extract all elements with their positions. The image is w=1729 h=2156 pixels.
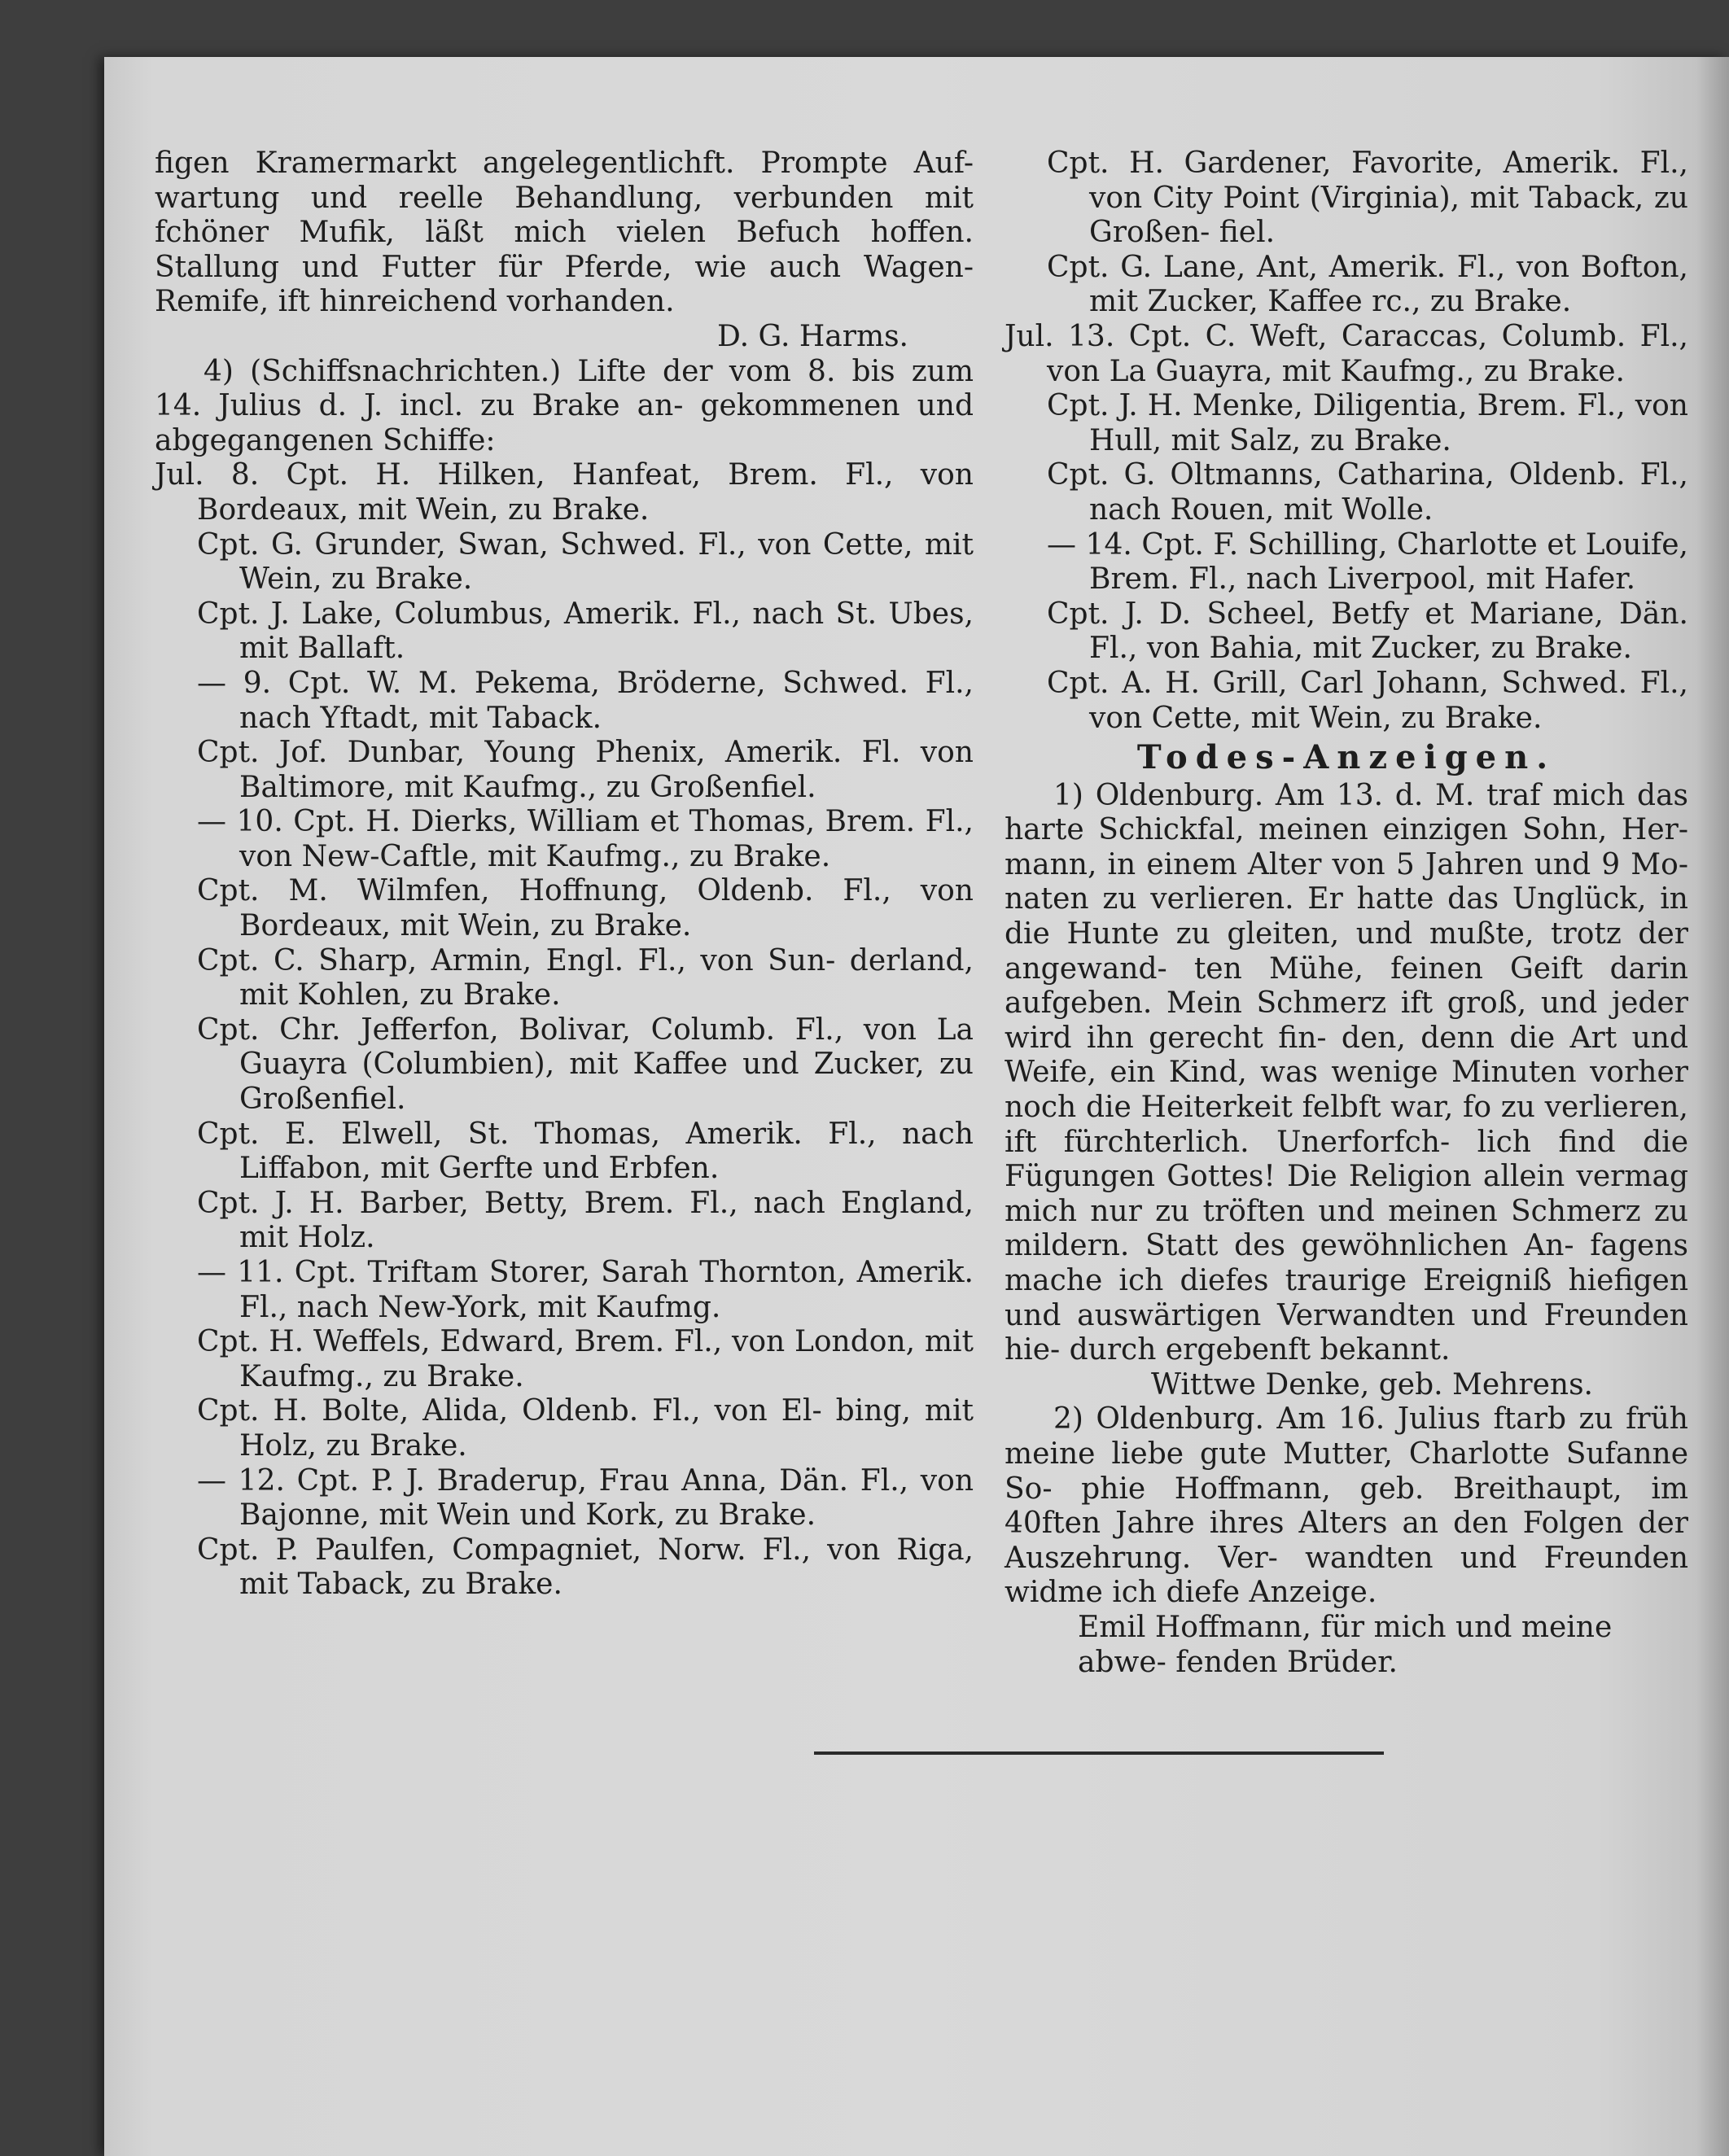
ship-entry: Cpt. P. Paulfen, Compagniet, Norw. Fl., von Riga, mit Taback, zu Brake. [197, 1533, 974, 1602]
ship-entry: Cpt. H. Weffels, Edward, Brem. Fl., von London, mit Kaufmg., zu Brake. [197, 1325, 974, 1393]
death-notice-signature: Wittwe Denke, geb. Mehrens. [1151, 1367, 1593, 1402]
ship-entry: Cpt. G. Lane, Ant, Amerik. Fl., von Bofton, mit Zucker, Kaffee rc., zu Brake. [1047, 250, 1688, 319]
ship-entry: Cpt. C. Sharp, Armin, Engl. Fl., von Sun- derland, mit Kohlen, zu Brake. [197, 943, 974, 1012]
ship-entry: Cpt. M. Wilmfen, Hoffnung, Oldenb. Fl., von Bordeaux, mit Wein, zu Brake. [197, 874, 974, 943]
section-divider-rule [814, 1751, 1384, 1755]
ship-entry: Cpt. Jof. Dunbar, Young Phenix, Amerik. Fl. von Baltimore, mit Kaufmg., zu Großenfiel. [197, 736, 974, 804]
ship-entry: Cpt. Chr. Jefferfon, Bolivar, Columb. Fl., von La Guayra (Columbien), mit Kaffee und Zucker, zu Großenfiel. [197, 1012, 974, 1117]
ship-entry: Cpt. J. H. Barber, Betty, Brem. Fl., nach England, mit Holz. [197, 1186, 974, 1255]
right-column [1005, 147, 1688, 1680]
ship-entry: — 9. Cpt. W. M. Pekema, Bröderne, Schwed. Fl., nach Yftadt, mit Taback. [197, 666, 974, 735]
ship-entry: Cpt. G. Oltmanns, Catharina, Oldenb. Fl., nach Rouen, mit Wolle. [1047, 458, 1688, 527]
death-notices-heading: Todes-Anzeigen. [1136, 738, 1556, 777]
ship-entry: Cpt. J. H. Menke, Diligentia, Brem. Fl., von Hull, mit Salz, zu Brake. [1047, 389, 1688, 457]
ship-entry: — 11. Cpt. Triftam Storer, Sarah Thornton, Amerik. Fl., nach New-York, mit Kaufmg. [197, 1256, 974, 1324]
ship-entry: — 10. Cpt. H. Dierks, William et Thomas, Brem. Fl., von New-Caftle, mit Kaufmg., zu Brake. [197, 805, 974, 873]
ship-entry: — 14. Cpt. F. Schilling, Charlotte et Louife, Brem. Fl., nach Liverpool, mit Hafer. [1047, 527, 1688, 597]
ship-entry: Jul. 8. Cpt. H. Hilken, Hanfeat, Brem. Fl., von Bordeaux, mit Wein, zu Brake. [155, 458, 974, 527]
ship-entry: Cpt. H. Gardener, Favorite, Amerik. Fl., von City Point (Virginia), mit Taback, zu Großen- fiel. [1047, 147, 1688, 250]
death-notice-text: 2) Oldenburg. Am 16. Julius ftarb zu früh meine liebe gute Mutter, Charlotte Sufanne So- phie Hoffmann, geb. Breithaupt, im 40ften Jahre ihres Alters an den Folgen der Auszehrung. Ver- wandten und Freunden widme ich diefe Anzeige. [1005, 1402, 1688, 1610]
ship-entry: Cpt. E. Elwell, St. Thomas, Amerik. Fl., nach Liffabon, mit Gerfte und Erbfen. [197, 1117, 974, 1186]
death-notice-text: 1) Oldenburg. Am 13. d. M. traf mich das harte Schickfal, meinen einzigen Sohn, Her- mann, in einem Alter von 5 Jahren und 9 Mo- naten zu verlieren. Er hatte das Unglück, in die Hunte zu gleiten, und mußte, trotz der angewand- ten Mühe, feinen Geift darin aufgeben. Mein Schmerz ift groß, und jeder wird ihn gerecht fin- den, denn die Art und Weife, ein Kind, was wenige Minuten vorher noch die Heiterkeit felbft war, fo zu verlieren, ift fürchterlich. Unerforfch- lich find die Fügungen Gottes! Die Religion allein vermag mich nur zu tröften und meinen Schmerz zu mildern. Statt des gewöhnlichen An- fagens mache ich diefes traurige Ereigniß hiefigen und auswärtigen Verwandten und Freunden hie- durch ergebenft bekannt. [1005, 778, 1688, 1367]
ship-entry: Cpt. H. Bolte, Alida, Oldenb. Fl., von El- bing, mit Holz, zu Brake. [197, 1394, 974, 1463]
ship-entry: Jul. 13. Cpt. C. Weft, Caraccas, Columb. Fl., von La Guayra, mit Kaufmg., zu Brake. [1005, 319, 1688, 388]
left-column [155, 147, 974, 1603]
ship-entry: Cpt. J. Lake, Columbus, Amerik. Fl., nach St. Ubes, mit Ballaft. [197, 597, 974, 666]
ship-entry: Cpt. A. H. Grill, Carl Johann, Schwed. Fl., von Cette, mit Wein, zu Brake. [1047, 666, 1688, 735]
death-notice-signature: Emil Hoffmann, für mich und meine abwe- fenden Brüder. [1078, 1610, 1613, 1679]
market-ad-text: figen Kramermarkt angelegentlichft. Prompte Auf- wartung und reelle Behandlung, verbunden mit fchöner Mufik, läßt mich vielen Befuch hoffen. Stallung und Futter für Pferde, wie auch Wagen- Remife, ift hinreichend vorhanden. [155, 147, 974, 319]
ship-entry: Cpt. J. D. Scheel, Betfy et Mariane, Dän. Fl., von Bahia, mit Zucker, zu Brake. [1047, 597, 1688, 666]
market-ad-signature: D. G. Harms. [717, 319, 908, 353]
ship-entry: — 12. Cpt. P. J. Braderup, Frau Anna, Dän. Fl., von Bajonne, mit Wein und Kork, zu Brake. [197, 1463, 974, 1533]
page-edge-shadow [1696, 57, 1729, 2156]
ship-news-intro: 4) (Schiffsnachrichten.) Lifte der vom 8. bis zum 14. Julius d. J. incl. zu Brake an- gekommenen und abgegangenen Schiffe: [155, 354, 974, 457]
ship-entry: Cpt. G. Grunder, Swan, Schwed. Fl., von Cette, mit Wein, zu Brake. [197, 527, 974, 597]
